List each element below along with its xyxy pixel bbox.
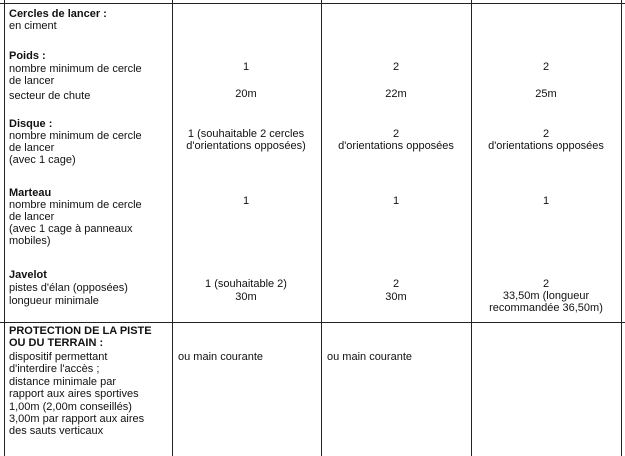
poids-col3-count: 2 [542, 61, 550, 73]
marteau-line: mobiles) [9, 235, 51, 247]
poids-line: de lancer [9, 75, 55, 87]
marteau-col2-count: 1 [392, 195, 400, 207]
javelot-col3-count: 2 [542, 278, 550, 290]
javelot-line: longueur minimale [9, 295, 99, 307]
cercles-line: en ciment [9, 20, 57, 32]
disque-line: nombre minimum de cercle [9, 130, 142, 142]
protection-title: OU DU TERRAIN : [9, 337, 104, 349]
protection-line: dispositif permettant [9, 351, 108, 363]
javelot-line: pistes d'élan (opposées) [9, 282, 128, 294]
disque-col3-count: 2 [542, 128, 550, 140]
poids-col1-count: 1 [242, 61, 250, 73]
disque-line: (avec 1 cage) [9, 154, 76, 166]
poids-title: Poids : [9, 50, 46, 62]
javelot-col2-count: 2 [392, 278, 400, 290]
marteau-title: Marteau [9, 187, 52, 199]
protection-line: des sauts verticaux [9, 425, 104, 437]
marteau-line: nombre minimum de cercle [9, 199, 142, 211]
javelot-col3-recommended: recommandée 36,50m) [489, 302, 603, 314]
disque-title: Disque : [9, 118, 53, 130]
marteau-col3-count: 1 [542, 195, 550, 207]
poids-line: nombre minimum de cercle [9, 63, 142, 75]
table-left-border [4, 0, 5, 456]
disque-col2-note: d'orientations opposées [338, 140, 454, 152]
marteau-line: (avec 1 cage à panneaux [9, 223, 133, 235]
table-top-border [0, 3, 625, 4]
protection-col1-note: ou main courante [178, 351, 263, 363]
table-column-divider [172, 0, 173, 456]
table-row-divider [0, 322, 625, 323]
marteau-col1-count: 1 [242, 195, 250, 207]
javelot-col3-length: 33,50m (longueur [502, 290, 590, 302]
table-right-border [621, 0, 622, 456]
protection-line: 3,00m par rapport aux aires [9, 413, 145, 425]
cercles-title: Cercles de lancer : [9, 8, 107, 20]
marteau-line: de lancer [9, 211, 55, 223]
javelot-col2-length: 30m [385, 291, 407, 303]
disque-col1-count: 1 (souhaitable 2 cercles [187, 128, 305, 140]
protection-line: 1,00m (2,00m conseillés) [9, 401, 132, 413]
disque-col1-note: d'orientations opposées) [186, 140, 306, 152]
protection-line: rapport aux aires sportives [9, 388, 139, 400]
protection-line: distance minimale par [9, 376, 116, 388]
poids-col1-sector: 20m [235, 88, 257, 100]
protection-col2-note: ou main courante [327, 351, 412, 363]
poids-col3-sector: 25m [535, 88, 557, 100]
disque-col2-count: 2 [392, 128, 400, 140]
javelot-col1-length: 30m [235, 291, 257, 303]
javelot-col1-count: 1 (souhaitable 2) [205, 278, 287, 290]
poids-line: secteur de chute [9, 90, 91, 102]
table-column-divider [471, 0, 472, 456]
disque-col3-note: d'orientations opposées [488, 140, 604, 152]
table-column-divider [321, 0, 322, 456]
protection-title: PROTECTION DE LA PISTE [9, 325, 152, 337]
disque-line: de lancer [9, 142, 55, 154]
protection-line: d'interdire l'accès ; [9, 363, 100, 375]
poids-col2-sector: 22m [385, 88, 407, 100]
poids-col2-count: 2 [392, 61, 400, 73]
javelot-title: Javelot [9, 269, 47, 281]
